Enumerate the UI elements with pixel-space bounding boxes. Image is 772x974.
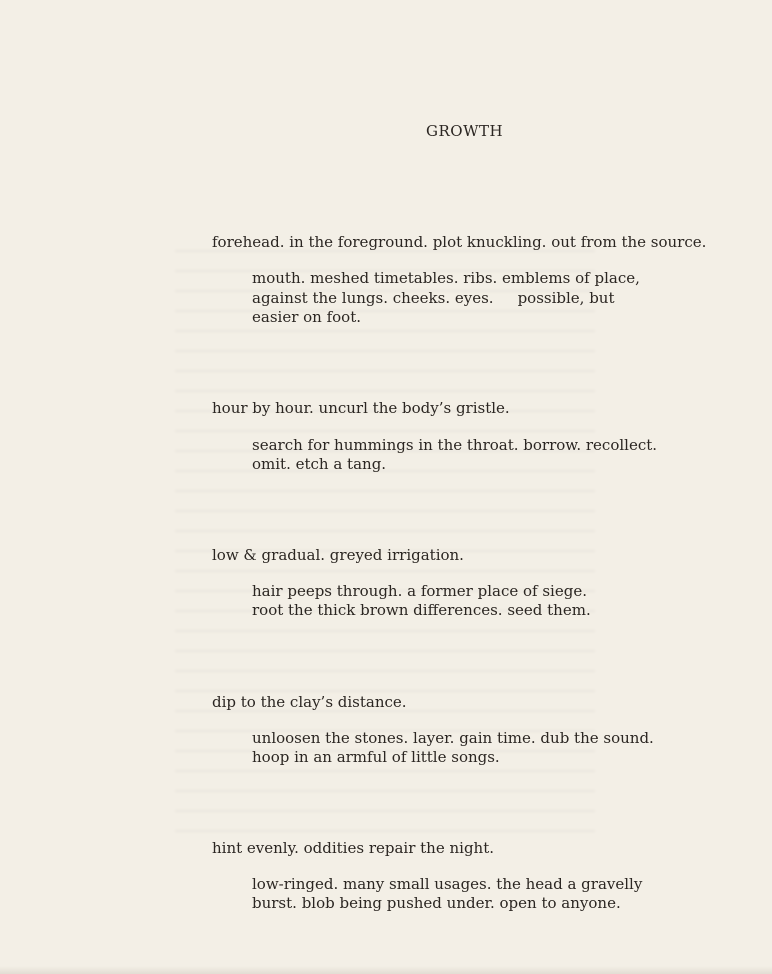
stanza-2-line-2: omit. etch a tang. (252, 455, 387, 473)
stanza-5-line-2: burst. blob being pushed under. open to anyone. (252, 894, 621, 912)
stanza-5-lead: hint evenly. oddities repair the night. (212, 839, 494, 857)
stanza-5-line-1: low-ringed. many small usages. the head a gravelly (252, 875, 643, 893)
stanza-1-lead: forehead. in the foreground. plot knuckling. out from the source. (212, 233, 707, 251)
stanza-4-line-1: unloosen the stones. layer. gain time. dub the sound. (252, 729, 654, 747)
stanza-1-line-2 (252, 288, 615, 308)
stanza-3-line-1: hair peeps through. a former place of siege. (252, 582, 587, 600)
stanza-3-line-2: root the thick brown differences. seed them. (252, 601, 591, 619)
stanza-1-line-2-part-a: against the lungs. cheeks. eyes. (252, 289, 494, 307)
stanza-1-line-2-part-b: possible, but (517, 289, 615, 307)
page-bottom-edge (0, 966, 772, 974)
stanza-1-line-3: easier on foot. (252, 308, 361, 326)
stanza-2-lead: hour by hour. uncurl the body’s gristle. (212, 399, 510, 417)
stanza-1-line-1: mouth. meshed timetables. ribs. emblems of place, (252, 269, 640, 287)
stanza-3-lead: low & gradual. greyed irrigation. (212, 546, 464, 564)
stanza-4-lead: dip to the clay’s distance. (212, 693, 407, 711)
poem-title: GROWTH (426, 122, 504, 140)
stanza-2-line-1: search for hummings in the throat. borrow. recollect. (252, 436, 658, 454)
stanza-4-line-2: hoop in an armful of little songs. (252, 748, 500, 766)
